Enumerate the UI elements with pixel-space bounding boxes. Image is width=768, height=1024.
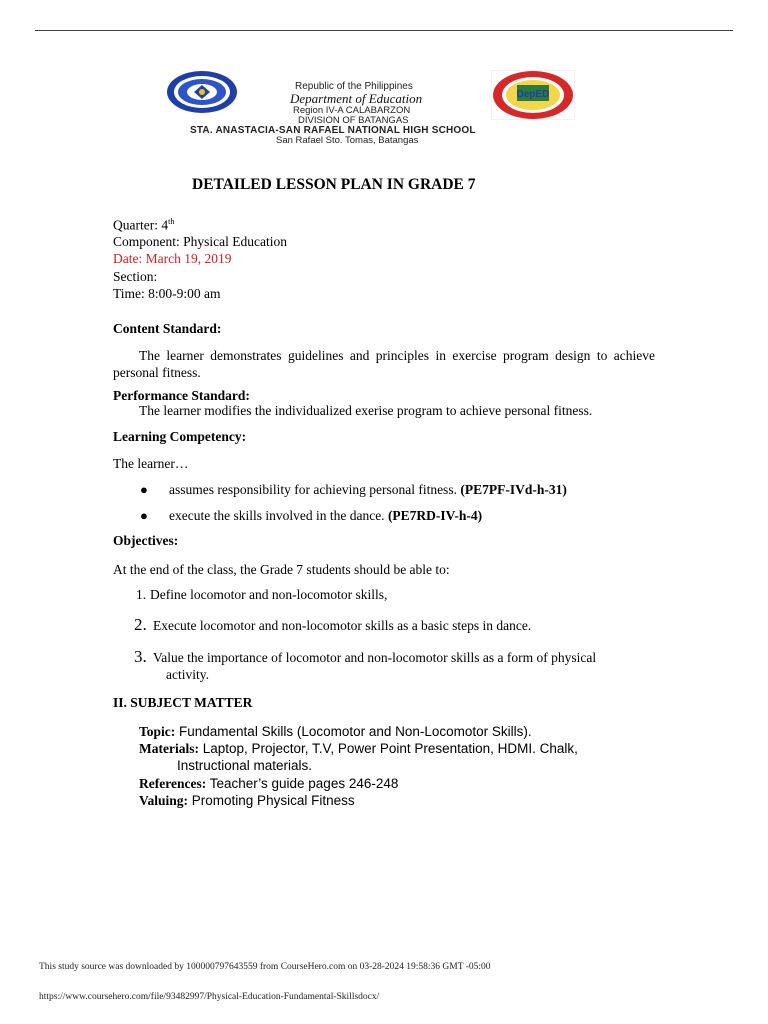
header-address: San Rafael Sto. Tomas, Batangas [276,135,419,146]
school-seal-logo [491,70,575,120]
valuing-value: Promoting Physical Fitness [188,793,355,808]
materials-line [139,741,578,757]
quarter-line [113,217,174,234]
topic-label: Topic: [139,724,176,739]
component-line: Component: Physical Education [113,234,287,249]
document-title: DETAILED LESSON PLAN IN GRADE 7 [192,176,476,193]
objective-text: Execute locomotor and non-locomotor skills as a basic steps in dance. [153,618,532,633]
valuing-line [139,793,355,809]
header-division: DIVISION OF BATANGAS [298,115,409,126]
materials-value: Laptop, Projector, T.V, Power Point Presentation, HDMI. Chalk, [198,741,578,756]
bullet-icon: ● [140,482,148,497]
learning-competency-intro: The learner… [113,456,189,471]
objectives-heading: Objectives: [113,533,179,548]
performance-standard-text: The learner modifies the individualized exerise program to achieve personal fitness. [139,403,593,418]
competency-item-code: (PE7PF-IVd-h-31) [460,482,567,497]
quarter-text: Quarter: 4 [113,217,169,233]
topic-value: Fundamental Skills (Locomotor and Non-Locomotor Skills). [175,724,532,739]
topic-line [139,724,532,740]
bullet-icon: ● [140,508,148,523]
objectives-intro: At the end of the class, the Grade 7 students should be able to: [113,562,450,577]
competency-item [169,482,567,498]
objective-number: 2. [134,615,147,634]
header-region: Region IV-A CALABARZON [293,105,411,116]
objective-number: 1. [136,587,147,602]
quarter-superscript: th [168,217,175,226]
content-standard-heading: Content Standard: [113,321,222,336]
references-label: References: [139,776,207,791]
section-line: Section: [113,269,158,284]
objective-text-continued: activity. [166,667,209,682]
competency-item-text: assumes responsibility for achieving personal fitness. [169,482,461,497]
footer-url[interactable]: https://www.coursehero.com/file/93482997/Physical-Education-Fundamental-Skillsdocx/ [39,992,380,1002]
date-line: Date: March 19, 2019 [113,251,232,266]
school-seal-text: DepED [516,89,550,100]
deped-seal-logo [166,70,238,114]
performance-standard-heading: Performance Standard: [113,388,250,403]
objective-text: Define locomotor and non-locomotor skills, [150,587,388,602]
competency-item-text: execute the skills involved in the dance. [169,508,388,523]
header-republic: Republic of the Philippines [295,81,413,92]
top-rule [35,30,733,31]
learning-competency-heading: Learning Competency: [113,429,247,444]
header-department: Department of Education [290,91,423,106]
objective-text: Value the importance of locomotor and non-locomotor skills as a form of physical [153,650,597,665]
footer-source-note: This study source was downloaded by 100000797643559 from CourseHero.com on 03-28-2024 19:58:36 GMT -05:00 [39,962,491,972]
competency-item-code: (PE7RD-IV-h-4) [387,508,483,523]
competency-item [169,508,482,524]
objective-number: 3. [134,647,147,666]
valuing-label: Valuing: [139,793,189,808]
references-line [139,776,398,792]
materials-value-continued: Instructional materials. [177,758,313,773]
subject-matter-heading: II. SUBJECT MATTER [113,695,253,710]
header-school: STA. ANASTACIA-SAN RAFAEL NATIONAL HIGH SCHOOL [190,125,476,136]
references-value: Teacher’s guide pages 246-248 [206,776,399,791]
materials-label: Materials: [139,741,199,756]
time-line: Time: 8:00-9:00 am [113,286,221,301]
content-standard-text: The learner demonstrates guidelines and principles in exercise program design to achieve personal fitness. [113,348,655,380]
